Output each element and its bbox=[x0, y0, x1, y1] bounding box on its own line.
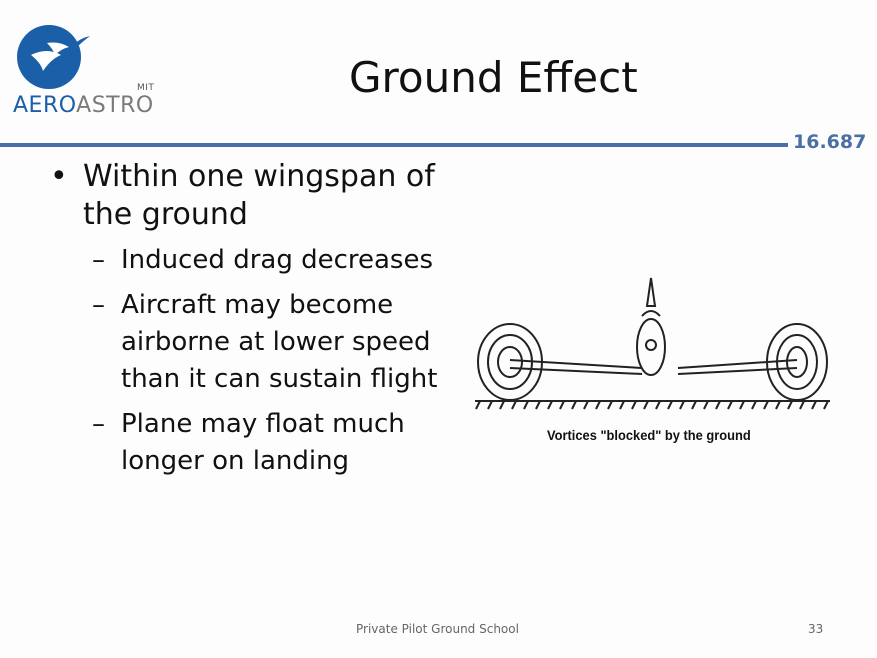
sub-bullet-text: Plane may float much longer on landing bbox=[121, 409, 405, 476]
figure-caption: Vortices "blocked" by the ground bbox=[547, 427, 751, 443]
bullet-dot-icon: • bbox=[50, 159, 68, 194]
dash-icon: – bbox=[92, 409, 105, 439]
logo-aero: AERO bbox=[13, 93, 77, 118]
logo-emblem-icon bbox=[17, 25, 81, 89]
sub-bullet bbox=[50, 242, 450, 279]
footer-title: Private Pilot Ground School bbox=[356, 622, 519, 636]
logo-wordmark bbox=[13, 93, 154, 118]
swoosh-icon bbox=[72, 36, 90, 48]
sub-bullet-list bbox=[50, 242, 450, 480]
dash-icon: – bbox=[92, 290, 105, 320]
logo-mit-label: MIT bbox=[137, 83, 155, 93]
main-bullet-text: Within one wingspan of the ground bbox=[83, 159, 435, 232]
sub-bullet-text: Aircraft may become airborne at lower speed than it can sustain flight bbox=[121, 290, 438, 394]
bullet-list bbox=[50, 158, 450, 488]
sub-bullet bbox=[50, 406, 450, 480]
main-bullet bbox=[50, 158, 450, 234]
course-number: 16.687 bbox=[793, 131, 867, 153]
title-rule bbox=[0, 143, 788, 147]
dash-icon: – bbox=[92, 245, 105, 275]
slide-title: Ground Effect bbox=[349, 53, 638, 102]
aircraft-icon bbox=[510, 278, 797, 375]
sub-bullet-text: Induced drag decreases bbox=[121, 245, 434, 275]
ground-hatching bbox=[475, 401, 830, 409]
logo-astro: ASTRO bbox=[76, 93, 154, 118]
page-number: 33 bbox=[808, 622, 824, 636]
sub-bullet bbox=[50, 287, 450, 398]
